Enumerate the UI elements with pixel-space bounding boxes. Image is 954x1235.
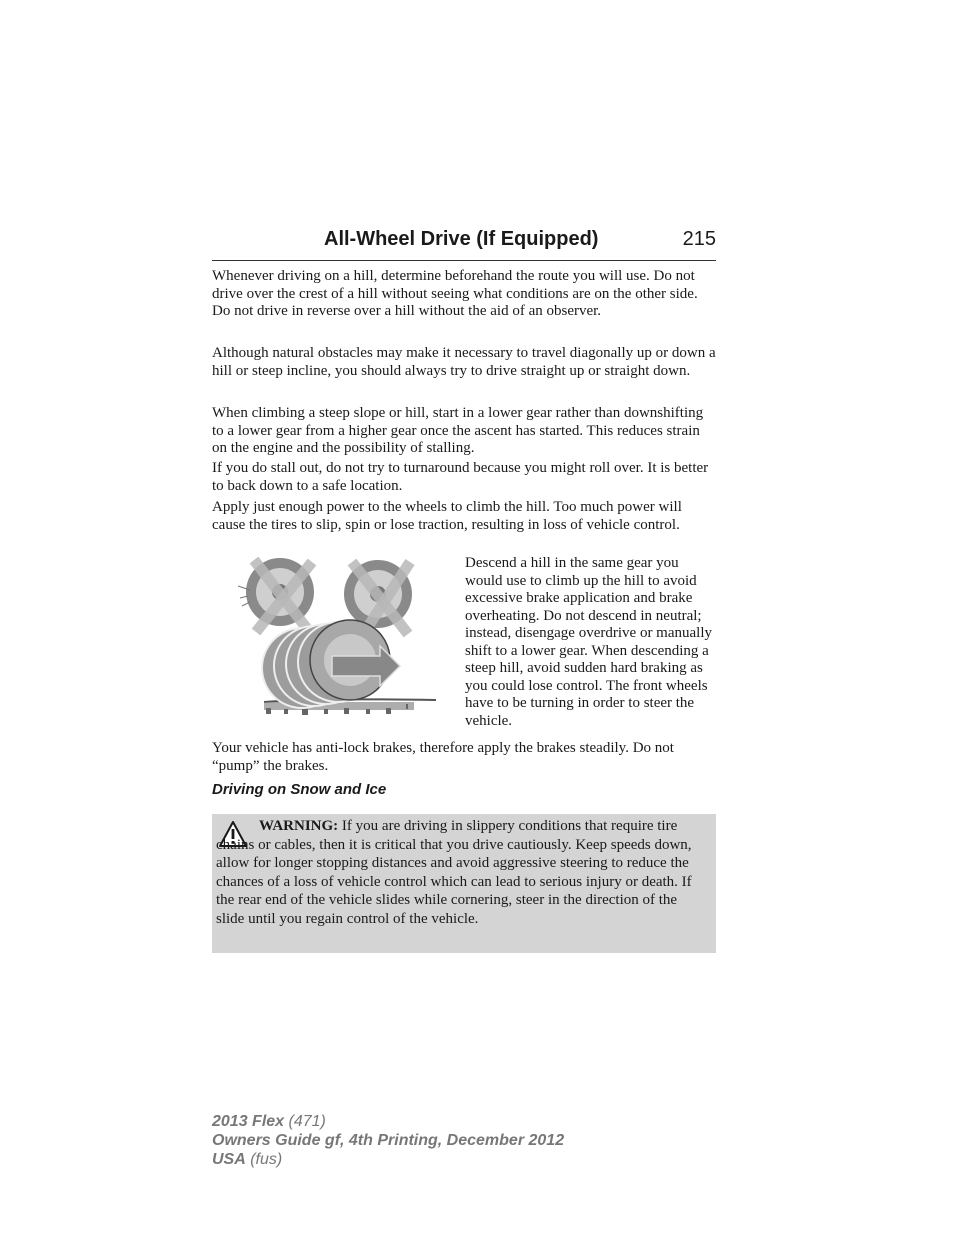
section-title: All-Wheel Drive (If Equipped) [324,228,599,250]
paragraph-anti-lock-brakes: Your vehicle has anti-lock brakes, therefore apply the brakes steadily. Do not “pump” the brakes. [212,740,674,774]
warning-text [216,817,708,929]
footer-model-line [212,1112,564,1131]
page-number: 215 [682,228,716,250]
paragraph-diagonal-travel: Although natural obstacles may make it necessary to travel diagonally up or down a hill or steep incline, you should always try to drive straight up or straight down. [212,345,716,379]
page-header [212,228,716,261]
wheel-illustration [236,556,438,718]
subheading-snow-ice: Driving on Snow and Ice [212,781,387,798]
footer-region: USA [212,1151,246,1168]
footer-model-code: (471) [284,1113,326,1130]
paragraph-climbing-gear: When climbing a steep slope or hill, start in a lower gear rather than downshifting to a lower gear from a higher gear once the ascent has started. This reduces strain on the engine and the possibility of stalling. [212,405,704,456]
footer-region-code: (fus) [245,1151,283,1168]
warning-label: WARNING: [259,818,339,834]
footer-model: 2013 Flex [212,1113,285,1130]
paragraph-apply-power: Apply just enough power to the wheels to climb the hill. Too much power will cause the tires to slip, spin or lose traction, resulting in loss of vehicle control. [212,499,682,533]
footer-region-line [212,1150,564,1169]
warning-body: If you are driving in slippery conditions that require tire chains or cables, then it is critical that you drive cautiously. Keep speeds down, allow for longer stopping distances and avoid aggressive steering to reduce the chances of a loss of vehicle control which can lead to serious injury or death. If the rear end of the vehicle slides while cornering, steer in the direction of the slide until you regain control of the vehicle. [216,818,692,927]
footer-guide: Owners Guide gf, 4th Printing, December 2012 [212,1132,565,1149]
paragraph-descend-hill: Descend a hill in the same gear you would use to climb up the hill to avoid excessive brake application and brake overheating. Do not descend in neutral; instead, disengage overdrive or manually shift to a lower gear. When descending a steep hill, avoid sudden hard braking as you could lose control. The front wheels have to be turning in order to steer the vehicle. [465,555,713,729]
warning-box [212,814,716,953]
paragraph-hill-route: Whenever driving on a hill, determine beforehand the route you will use. Do not drive over the crest of a hill without seeing what conditions are on the other side. Do not drive in reverse over a hill without the aid of an observer. [212,268,698,319]
paragraph-stall-out: If you do stall out, do not try to turnaround because you might roll over. It is better to back down to a safe location. [212,460,709,494]
page-footer [212,1112,564,1169]
